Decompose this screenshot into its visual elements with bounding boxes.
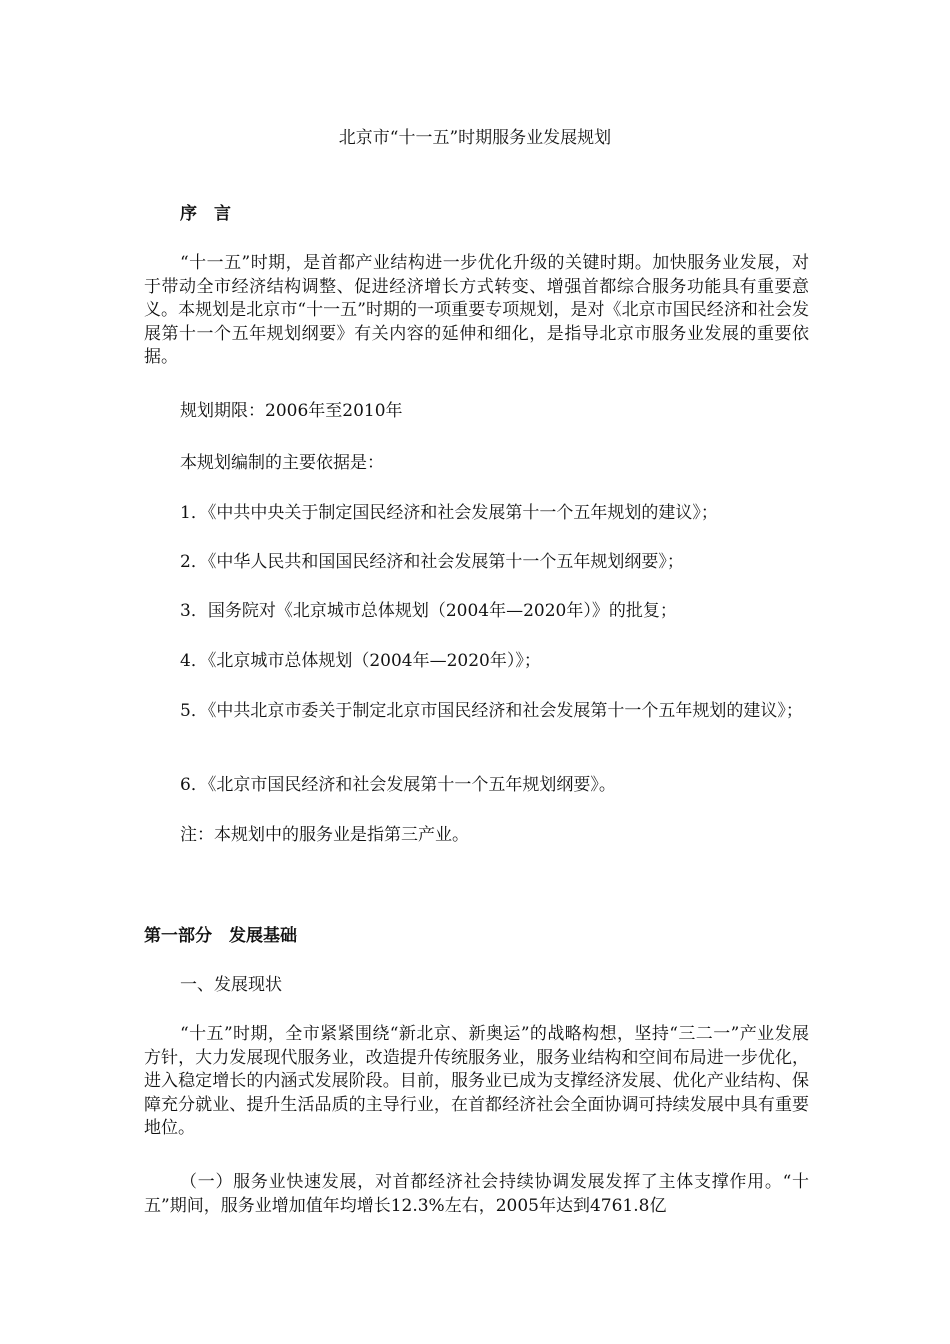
basis-item-block-4 [144,650,809,674]
basis-intro: 本规划编制的主要依据是： [180,453,384,473]
basis-item-block-1 [144,502,809,526]
basis-item: 1．《中共中央关于制定国民经济和社会发展第十一个五年规划的建议》； [180,503,718,523]
part1-heading: 第一部分 发展基础 [144,926,297,946]
basis-item-block-2 [144,551,809,575]
part1-heading-block [144,924,809,948]
basis-item-block-5 [144,700,809,724]
basis-item: 2．《中华人民共和国国民经济和社会发展第十一个五年规划纲要》； [180,552,684,572]
basis-item-block-3 [144,600,809,624]
section1-paragraph: “十五”时期，全市紧紧围绕“新北京、新奥运”的战略构想，坚持“三二一”产业发展方针，大力发展现代服务业，改造提升传统服务业，服务业结构和空间布局进一步优化，进入稳定增长的内涵式发展阶段。目前，服务业已成为支撑经济发展、优化产业结构、保障充分就业、提升生活品质的主导行业，在首都经济社会全面协调可持续发展中具有重要地位。 [144,1024,809,1138]
preface-heading: 序 言 [180,204,231,224]
basis-intro-block [144,452,809,476]
basis-item: 6．《北京市国民经济和社会发展第十一个五年规划纲要》。 [180,775,616,795]
subsection1-paragraph: （一）服务业快速发展，对首都经济社会持续协调发展发挥了主体支撑作用。“十五”期间，服务业增加值年均增长12.3%左右，2005年达到4761.8亿 [144,1172,809,1216]
planning-period: 规划期限：2006年至2010年 [180,401,403,421]
preface-paragraph-block [144,252,809,370]
preface-paragraph: “十一五”时期，是首都产业结构进一步优化升级的关键时期。加快服务业发展，对于带动全市经济结构调整、促进经济增长方式转变、增强首都综合服务功能具有重要意义。本规划是北京市“十一五”时期的一项重要专项规划，是对《北京市国民经济和社会发展第十一个五年规划纲要》有关内容的延伸和细化，是指导北京市服务业发展的重要依据。 [144,253,809,367]
basis-item: 4．《北京城市总体规划（2004年—2020年）》； [180,651,541,671]
preface-heading-block [144,202,809,226]
basis-item-block-6 [144,774,809,798]
section1-heading-block [144,974,809,998]
document-title: 北京市“十一五”时期服务业发展规划 [338,128,612,148]
planning-period-block [144,400,809,424]
subsection1-paragraph-block [144,1171,809,1218]
basis-item: 3．国务院对《北京城市总体规划（2004年—2020年）》的批复； [180,601,677,621]
section1-paragraph-block [144,1023,809,1141]
section1-heading: 一、发展现状 [180,975,282,995]
note-text: 注：本规划中的服务业是指第三产业。 [180,825,469,845]
note-block [144,824,809,848]
basis-item: 5．《中共北京市委关于制定北京市国民经济和社会发展第十一个五年规划的建议》； [180,701,803,721]
